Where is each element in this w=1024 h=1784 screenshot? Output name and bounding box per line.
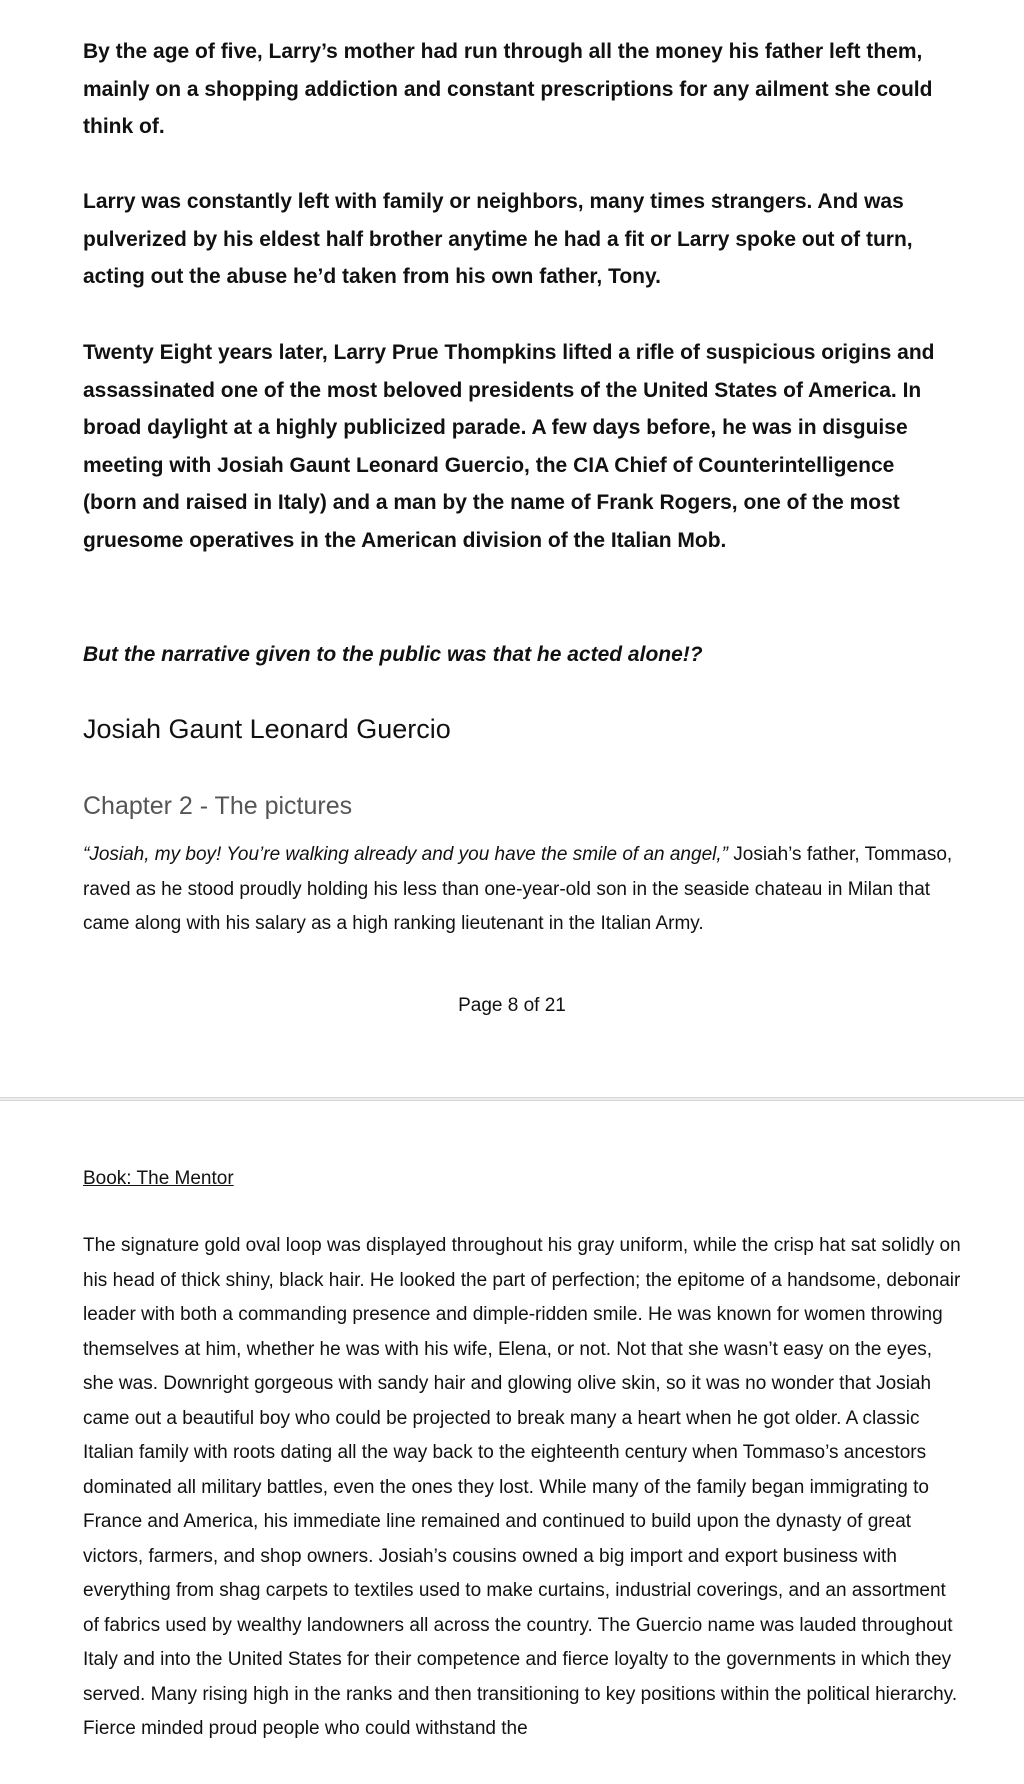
page-number: Page 8 of 21 [458, 995, 566, 1016]
paragraph-narrative [83, 636, 953, 674]
paragraph-uniform [83, 1229, 963, 1747]
paragraph-larry-left [83, 183, 953, 296]
chapter-text: Chapter 2 - The pictures [83, 792, 353, 820]
paragraph-larry-mother [83, 33, 953, 146]
section-heading [83, 712, 953, 746]
book-header-text: Book: The Mentor [83, 1168, 234, 1189]
paragraph-twenty-eight-years [83, 334, 953, 559]
paragraph-text: But the narrative given to the public was that he acted alone!? [83, 643, 703, 666]
book-header [83, 1166, 953, 1192]
chapter-title [83, 790, 953, 822]
paragraph-text: Twenty Eight years later, Larry Prue Thompkins lifted a rifle of suspicious origins and assassinated one of the most beloved presidents of the United States of America. In broad daylight at a highly publicized parade. A few days before, he was in disguise meeting with Josiah Gaunt Leonard Guercio, the CIA Chief of Counterintelligence (born and raised in Italy) and a man by the name of Frank Rogers, one of the most gruesome operatives in the American division of the Italian Mob. [83, 341, 935, 552]
paragraph-text: By the age of five, Larry’s mother had run through all the money his father left them, mainly on a shopping addiction and constant prescriptions for any ailment she could think of. [83, 40, 933, 138]
paragraph-text: The signature gold oval loop was displayed throughout his gray uniform, while the crisp hat sat solidly on his head of thick shiny, black hair. He looked the part of perfection; the epitome of a handsome, debonair leader with both a commanding presence and dimple-ridden smile. He was known for women throwing themselves at him, whether he was with his wife, Elena, or not. Not that she wasn’t easy on the eyes, she was. Downright gorgeous with sandy hair and glowing olive skin, so it was no wonder that Josiah came out a beautiful boy who could be projected to break many a heart when he got older. A classic Italian family with roots dating all the way back to the eighteenth century when Tommaso’s ancestors dominated all military battles, even the ones they lost. While many of the family began immigrating to France and America, his immediate line remained and continued to build upon the dynasty of great victors, farmers, and shop owners. Josiah’s cousins owned a big import and export business with everything from shag carpets to textiles used to make curtains, industrial coverings, and an assortment of fabrics used by wealthy landowners all across the country. The Guercio name was lauded throughout Italy and into the United States for their competence and fierce loyalty to the governments in which they served. Many rising high in the ranks and then transitioning to key positions within the political hierarchy. Fierce minded proud people who could withstand the [83, 1235, 961, 1739]
quote-rest-text: Josiah’s father, Tommaso, raved as he stood proudly holding his less than one-year-old son in the seaside chateau in Milan that came along with his salary as a high ranking lieutenant in the Italian Army. [83, 844, 953, 934]
heading-text: Josiah Gaunt Leonard Guercio [83, 714, 451, 744]
quote-text: “Josiah, my boy! You’re walking already and you have the smile of an angel,” [83, 844, 728, 865]
paragraph-text [83, 838, 963, 942]
paragraph-josiah-father [83, 838, 963, 942]
document-page-9 [0, 1101, 1024, 1784]
paragraph-text: Larry was constantly left with family or neighbors, many times strangers. And was pulverized by his eldest half brother anytime he had a fit or Larry spoke out of turn, acting out the abuse he’d taken from his own father, Tony. [83, 190, 913, 288]
